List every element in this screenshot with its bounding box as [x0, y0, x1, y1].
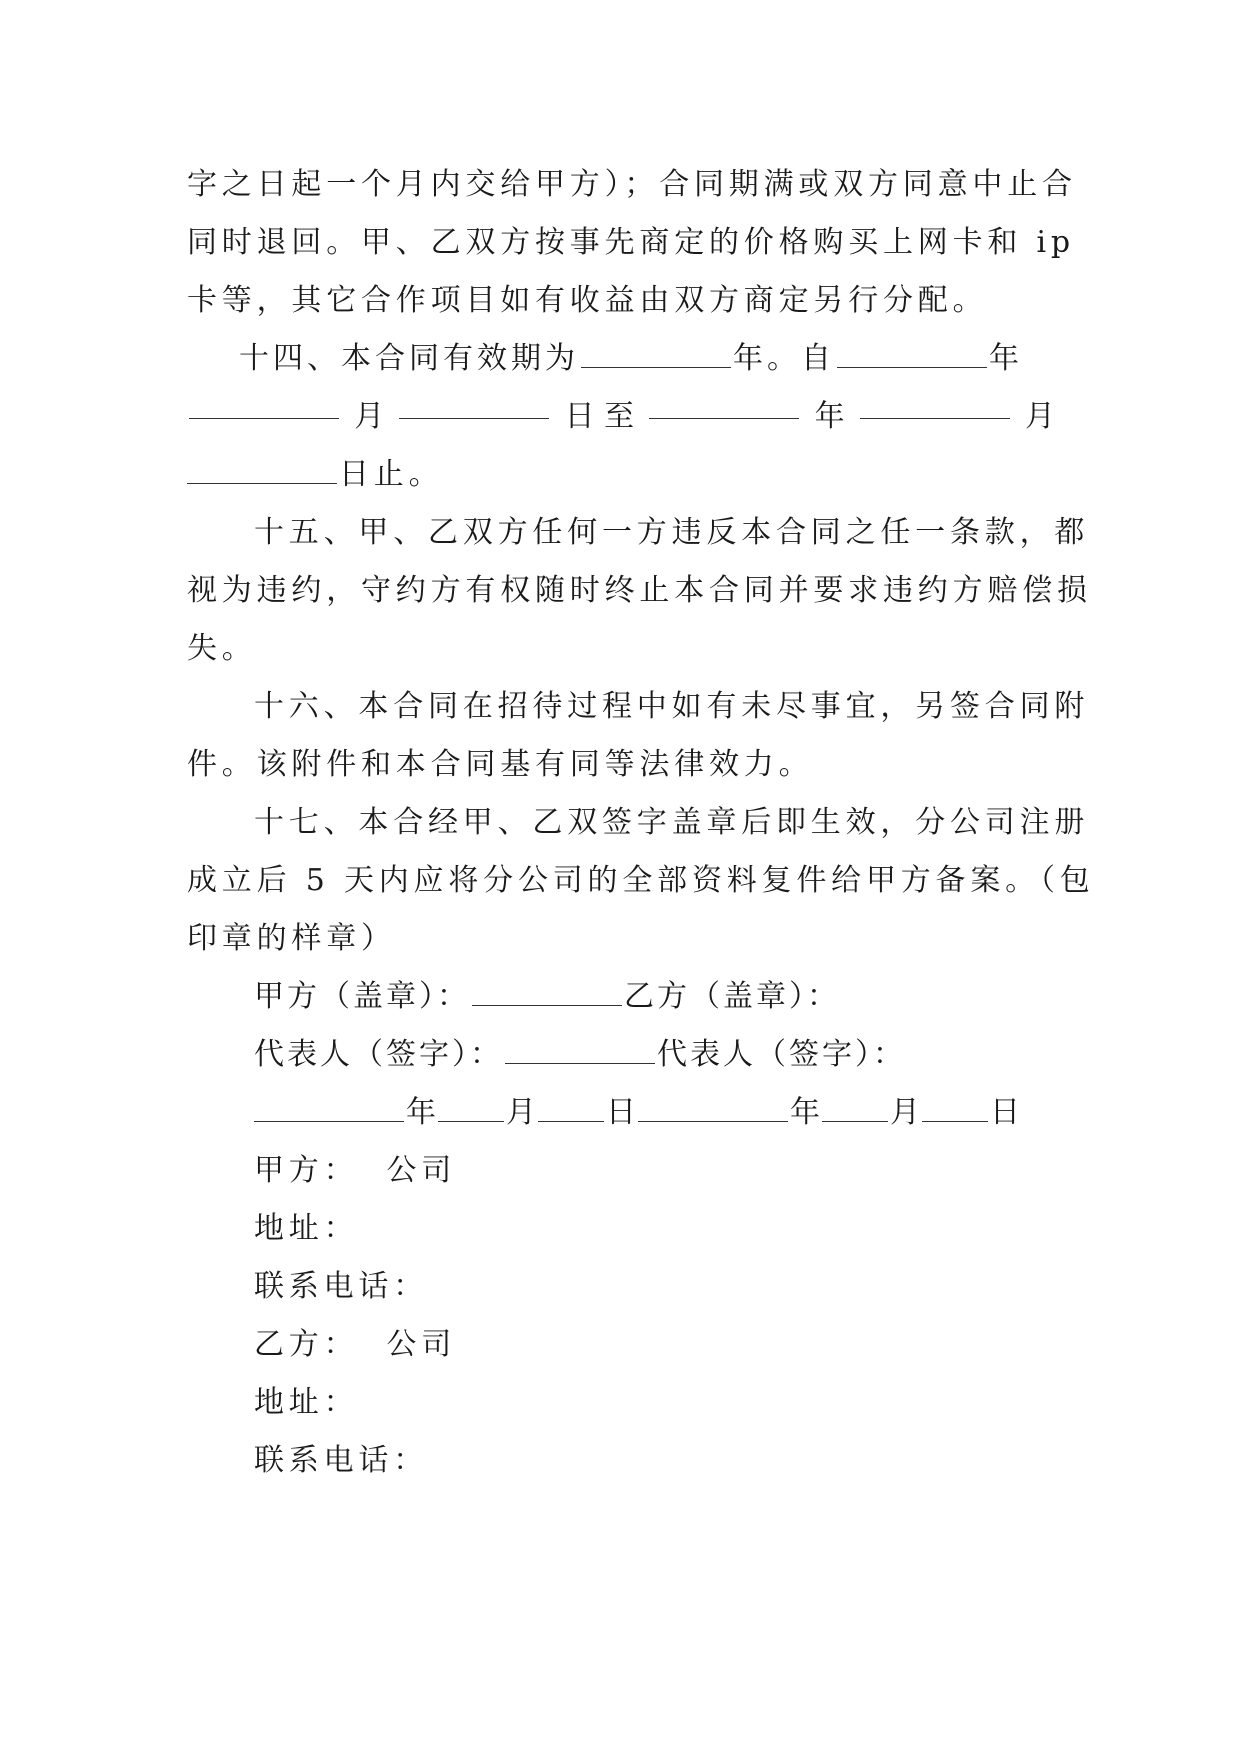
party-b-address: 地址： — [254, 1385, 359, 1420]
party-a-label: 甲方： — [254, 1153, 359, 1188]
blank-start-month[interactable] — [189, 388, 339, 419]
clause-14-month: 月 — [354, 399, 385, 434]
blank-date-b-day[interactable] — [922, 1091, 988, 1122]
date-b-month: 月 — [890, 1095, 920, 1130]
clause-14-month-2: 月 — [1024, 399, 1055, 434]
party-b-seal-label: 乙方（盖章）： — [624, 979, 840, 1014]
clause-17-line-3: 印章的样章） — [187, 921, 396, 956]
clause-16-line-2: 件。该附件和本合同基有同等法律效力。 — [187, 747, 814, 782]
date-a-day: 日 — [606, 1095, 636, 1130]
party-b-company: 公司 — [386, 1327, 457, 1362]
signature-seal-line — [187, 968, 1055, 1026]
party-a-company: 公司 — [386, 1153, 457, 1188]
blank-end-month[interactable] — [860, 388, 1010, 419]
clause-15-line-1: 十五、甲、乙双方任何一方违反本合同之任一条款，都 — [254, 515, 1090, 550]
party-b-line — [187, 1316, 1055, 1374]
party-b-label: 乙方： — [254, 1327, 359, 1362]
blank-end-year[interactable] — [649, 388, 799, 419]
clause-14-day-to: 日 至 — [564, 399, 635, 434]
clause-14-line-1 — [187, 330, 1055, 388]
rep-b-label: 代表人（签字）： — [657, 1037, 906, 1072]
clause-15-line-3: 失。 — [187, 631, 257, 666]
signature-date-line — [187, 1084, 1055, 1142]
clause-14-end: 日止。 — [339, 457, 444, 492]
party-a-phone: 联系电话： — [254, 1269, 428, 1304]
blank-start-day[interactable] — [399, 388, 549, 419]
continuation-line-1: 字之日起一个月内交给甲方）；合同期满或双方同意中止合 — [187, 167, 1077, 202]
clause-14-year-2: 年 — [814, 399, 845, 434]
blank-party-a-seal[interactable] — [472, 975, 622, 1006]
clause-14-prefix: 十四、本合同有效期为 — [239, 341, 579, 376]
blank-date-a-month[interactable] — [438, 1091, 504, 1122]
date-b-day: 日 — [990, 1095, 1020, 1130]
blank-date-a-year[interactable] — [254, 1091, 404, 1122]
date-a-year: 年 — [406, 1095, 436, 1130]
rep-a-label: 代表人（签字）： — [254, 1037, 503, 1072]
party-a-address: 地址： — [254, 1211, 359, 1246]
blank-date-b-month[interactable] — [822, 1091, 888, 1122]
clause-14-year-suffix: 年 — [989, 341, 1023, 376]
blank-duration-years[interactable] — [581, 337, 731, 368]
blank-date-b-year[interactable] — [638, 1091, 788, 1122]
date-a-month: 月 — [506, 1095, 536, 1130]
blank-date-a-day[interactable] — [538, 1091, 604, 1122]
party-a-line — [187, 1142, 1055, 1200]
date-b-year: 年 — [790, 1095, 820, 1130]
clause-14-line-2 — [187, 388, 1055, 446]
signature-rep-line — [187, 1026, 1055, 1084]
contract-page — [187, 156, 1095, 1490]
continuation-line-2: 同时退回。甲、乙双方按事先商定的价格购买上网卡和 ip — [187, 225, 1075, 260]
clause-17-line-1: 十七、本合经甲、乙双签字盖章后即生效，分公司注册 — [254, 805, 1090, 840]
clause-16-line-1: 十六、本合同在招待过程中如有未尽事宜，另签合同附 — [254, 689, 1090, 724]
blank-end-day[interactable] — [187, 453, 337, 484]
clause-15-line-2: 视为违约，守约方有权随时终止本合同并要求违约方赔偿损 — [187, 573, 1092, 608]
clause-14-line-3 — [187, 446, 1055, 504]
party-a-seal-label: 甲方（盖章）： — [254, 979, 470, 1014]
blank-rep-a[interactable] — [505, 1033, 655, 1064]
blank-start-year[interactable] — [837, 337, 987, 368]
party-b-phone: 联系电话： — [254, 1443, 428, 1478]
continuation-line-3: 卡等，其它合作项目如有收益由双方商定另行分配。 — [187, 283, 988, 318]
clause-14-year-label: 年。自 — [733, 341, 835, 376]
clause-17-line-2: 成立后 5 天内应将分公司的全部资料复件给甲方备案。（包 — [187, 863, 1095, 898]
